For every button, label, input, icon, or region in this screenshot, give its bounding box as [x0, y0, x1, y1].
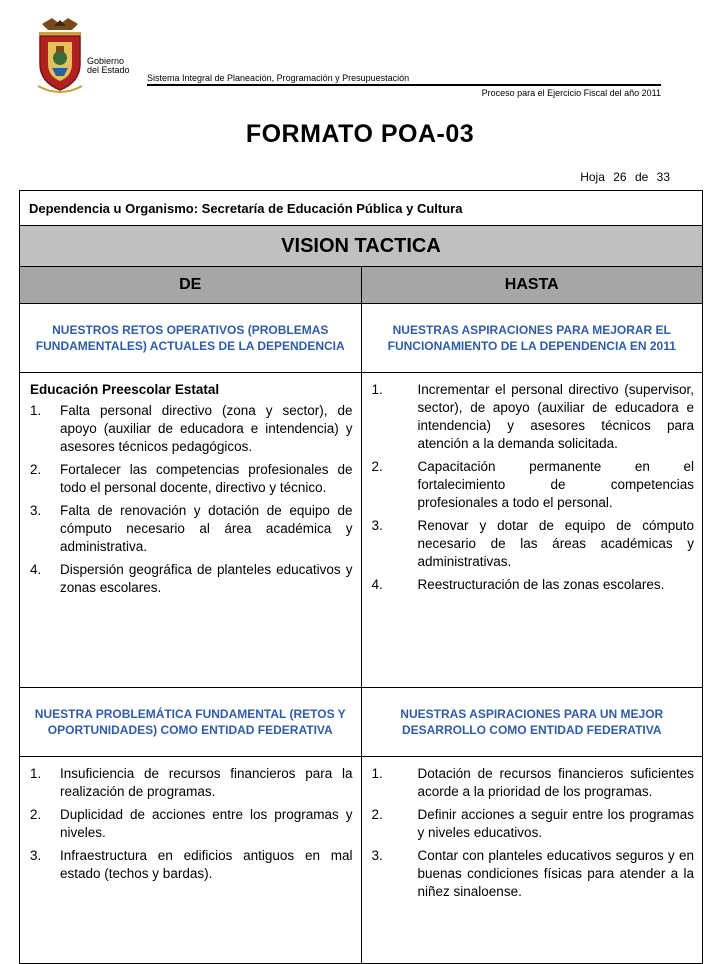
sheet-of: de	[634, 170, 649, 184]
vision-title: VISION TACTICA	[20, 226, 703, 267]
list-item-number: 1.	[371, 766, 383, 781]
government-label	[87, 57, 130, 75]
list-item-text: Incrementar el personal directivo (supervisor, sector), de apoyo (auxiliar de educadora e intendencia) y asesores técnicos para atención a la demanda solicitada.	[417, 382, 694, 451]
list-item	[30, 765, 353, 801]
sheet-label: Hoja	[580, 170, 605, 184]
list-item-text: Reestructuración de las zonas escolares.	[417, 577, 665, 592]
list-item-number: 1.	[30, 403, 42, 418]
section1-left-content	[20, 373, 362, 688]
list-item-text: Falta de renovación y dotación de equipo de cómputo necesario al área académica y administrativa.	[60, 503, 353, 554]
list-item-text: Dotación de recursos financieros suficientes acorde a la prioridad de los programas.	[417, 766, 694, 799]
state-coat-of-arms-icon	[34, 16, 86, 98]
page-title: FORMATO POA-03	[245, 120, 475, 148]
list-item-number: 3.	[371, 848, 383, 863]
header-divider	[147, 84, 661, 86]
list-item	[372, 458, 695, 512]
list-item	[372, 765, 695, 801]
list-item	[372, 517, 695, 571]
section2-right-content	[361, 757, 703, 964]
list-item	[372, 576, 695, 594]
section1-right-content	[361, 373, 703, 688]
section1-right-list	[372, 381, 695, 594]
list-item-number: 4.	[30, 562, 42, 577]
list-item-text: Falta personal directivo (zona y sector), de apoyo (auxiliar de educadora e intendencia) y asesores técnicos pedagógicos.	[60, 403, 353, 454]
list-item-text: Contar con planteles educativos seguros y en buenas condiciones físicas para atender a la niñez sinaloense.	[417, 848, 694, 899]
section2-right-heading: NUESTRAS ASPIRACIONES PARA UN MEJOR DESARROLLO COMO ENTIDAD FEDERATIVA	[361, 688, 703, 757]
list-item	[372, 381, 695, 453]
government-line1: Gobierno	[87, 56, 125, 66]
list-item-text: Insuficiencia de recursos financieros para la realización de programas.	[60, 766, 353, 799]
list-item-text: Definir acciones a seguir entre los programas y niveles educativos.	[417, 807, 694, 840]
list-item	[30, 502, 353, 556]
list-item	[30, 461, 353, 497]
section1-subtitle: Educación Preescolar Estatal	[30, 382, 220, 397]
list-item-text: Fortalecer las competencias profesionales de todo el personal docente, directivo y técnico.	[60, 462, 353, 495]
list-item-text: Dispersión geográfica de planteles educativos y zonas escolares.	[60, 562, 353, 595]
list-item-text: Capacitación permanente en el fortalecimiento de competencias profesionales a todo el personal.	[417, 459, 694, 510]
list-item-number: 3.	[30, 503, 42, 518]
list-item-number: 2.	[30, 462, 42, 477]
list-item-number: 4.	[371, 577, 383, 592]
list-item-number: 1.	[371, 382, 383, 397]
list-item-number: 2.	[30, 807, 42, 822]
section2-left-heading: NUESTRA PROBLEMÁTICA FUNDAMENTAL (RETOS Y OPORTUNIDADES) COMO ENTIDAD FEDERATIVA	[20, 688, 362, 757]
list-item	[372, 847, 695, 901]
sheet-total: 33	[656, 170, 670, 184]
list-item-text: Duplicidad de acciones entre los programas y niveles.	[60, 807, 353, 840]
list-item-number: 2.	[371, 459, 383, 474]
section2-left-list	[30, 765, 353, 883]
process-label: Proceso para el Ejercicio Fiscal del año 2011	[481, 88, 661, 98]
list-item	[30, 806, 353, 842]
section1-left-heading: NUESTROS RETOS OPERATIVOS (PROBLEMAS FUNDAMENTALES) ACTUALES DE LA DEPENDENCIA	[20, 304, 362, 373]
column-from: DE	[20, 267, 362, 304]
sheet-indicator	[580, 170, 670, 184]
list-item	[30, 402, 353, 456]
system-name: Sistema Integral de Planeación, Programación y Presupuestación	[147, 73, 410, 83]
list-item-number: 2.	[371, 807, 383, 822]
government-line2: del Estado	[87, 65, 130, 75]
sheet-current: 26	[613, 170, 627, 184]
list-item-number: 3.	[371, 518, 383, 533]
list-item	[372, 806, 695, 842]
list-item	[30, 561, 353, 597]
section1-right-heading: NUESTRAS ASPIRACIONES PARA MEJORAR EL FUNCIONAMIENTO DE LA DEPENDENCIA EN 2011	[361, 304, 703, 373]
list-item-text: Infraestructura en edificios antiguos en mal estado (techos y bardas).	[60, 848, 353, 881]
section1-left-list	[30, 402, 353, 597]
list-item-text: Renovar y dotar de equipo de cómputo necesario de las áreas académicas y administrativas.	[417, 518, 694, 569]
list-item-number: 1.	[30, 766, 42, 781]
section2-right-list	[372, 765, 695, 901]
dependency-cell: Dependencia u Organismo: Secretaría de Educación Pública y Cultura	[20, 191, 703, 226]
section2-left-content	[20, 757, 362, 964]
list-item	[30, 847, 353, 883]
poa-table	[19, 190, 703, 964]
list-item-number: 3.	[30, 848, 42, 863]
column-to: HASTA	[361, 267, 703, 304]
